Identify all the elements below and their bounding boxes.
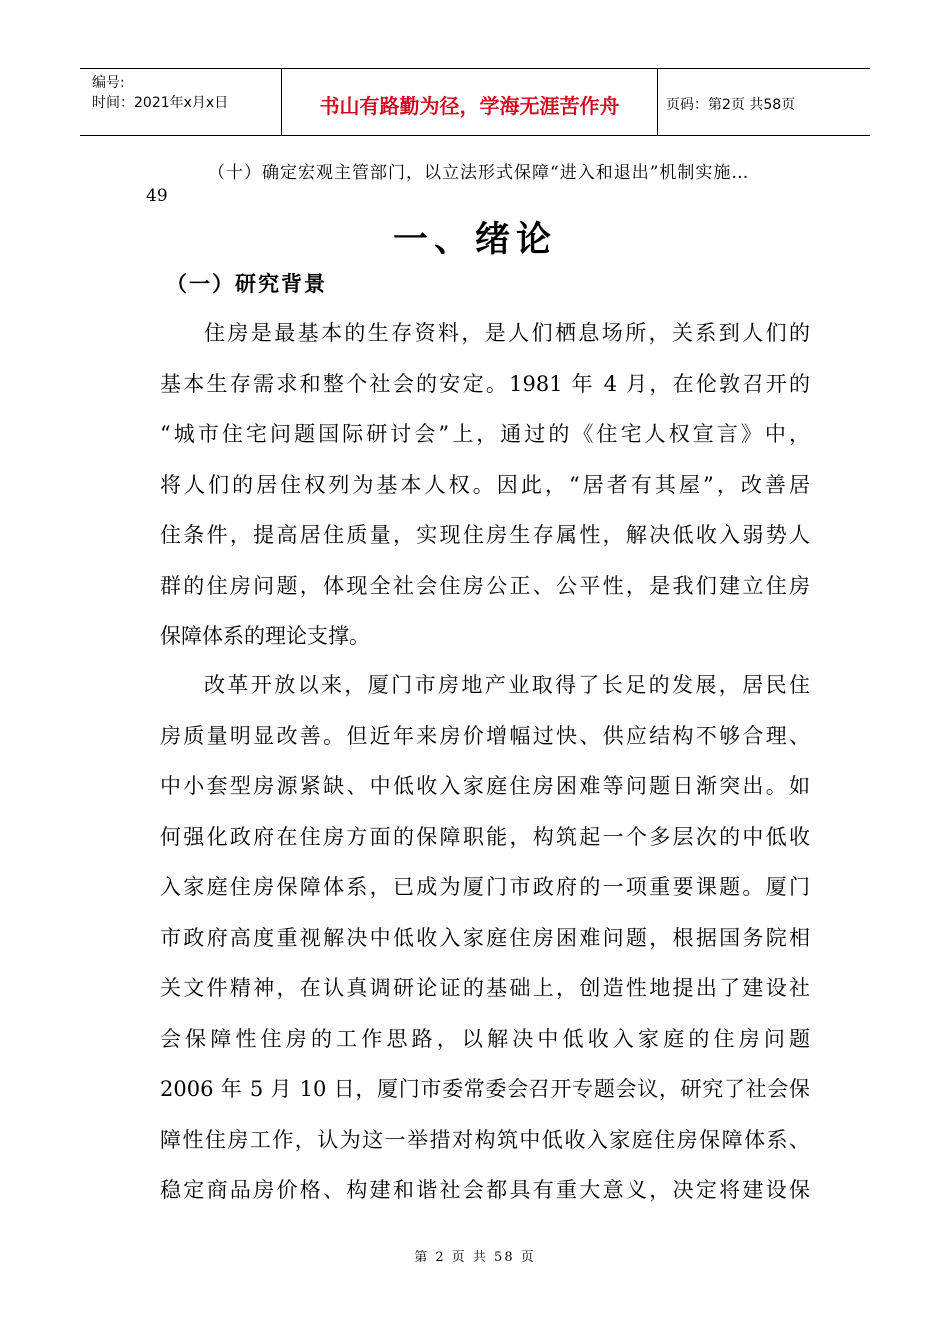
paragraph-line: 住房是最基本的生存资料，是人们栖息场所，关系到人们的 [204, 321, 810, 345]
paragraph-line: 住条件，提高居住质量，实现住房生存属性，解决低收入弱势人 [160, 523, 810, 547]
paragraph-1 [160, 308, 810, 662]
paragraph-line: 保障体系的理论支撑。 [160, 624, 370, 648]
header-page-info: 页码：第2页 共58页 [666, 97, 796, 113]
paragraph-line: 入家庭住房保障体系，已成为厦门市政府的一项重要课题。厦门 [160, 875, 810, 899]
page-footer: 第 2 页 共 58 页 [414, 1250, 536, 1265]
paragraph-line: 群的住房问题，体现全社会住房公正、公平性，是我们建立住房 [160, 573, 810, 598]
paragraph-line: 房质量明显改善。但近年来房价增幅过快、供应结构不够合理、 [160, 723, 810, 748]
toc-entry-page: 49 [146, 186, 168, 206]
page-header [80, 68, 870, 136]
chapter-title: 一、绪论 [392, 220, 557, 260]
document-number-label: 编号: [92, 75, 125, 91]
paragraph-line: “城市住宅问题国际研讨会”上，通过的《住宅人权宣言》中， [160, 422, 810, 446]
paragraph-line: 会保障性住房的工作思路，以解决中低收入家庭的住房问题 [160, 1026, 810, 1051]
paragraph-line: 关文件精神，在认真调研论证的基础上，创造性地提出了建设社 [160, 976, 810, 1000]
toc-entry-text: （十）确定宏观主管部门，以立法形式保障“进入和退出”机制实施… [208, 163, 750, 183]
paragraph-line: 将人们的居住权列为基本人权。因此，“居者有其屋”，改善居 [160, 472, 810, 497]
header-meta [80, 69, 282, 135]
header-motto: 书山有路勤为径，学海无涯苦作舟 [282, 69, 658, 135]
paragraph-2 [160, 660, 810, 1216]
paragraph-line: 改革开放以来，厦门市房地产业取得了长足的发展，居民住 [204, 673, 810, 697]
paragraph-line: 中小套型房源紧缺、中低收入家庭住房困难等问题日渐突出。如 [160, 774, 810, 798]
paragraph-line: 稳定商品房价格、构建和谐社会都具有重大意义，决定将建设保 [160, 1178, 810, 1202]
paragraph-line: 何强化政府在住房方面的保障职能，构筑起一个多层次的中低收 [160, 824, 810, 849]
paragraph-line: 基本生存需求和整个社会的安定。1981 年 4 月，在伦敦召开的 [160, 371, 810, 396]
document-time-label: 时间：2021年x月x日 [92, 95, 229, 111]
section-title: （一）研究背景 [166, 272, 327, 296]
paragraph-line: 市政府高度重视解决中低收入家庭住房困难问题，根据国务院相 [160, 925, 810, 950]
paragraph-line: 障性住房工作，认为这一举措对构筑中低收入家庭住房保障体系、 [160, 1127, 810, 1152]
paragraph-line: 2006 年 5 月 10 日，厦门市委常委会召开专题会议，研究了社会保 [160, 1077, 810, 1101]
